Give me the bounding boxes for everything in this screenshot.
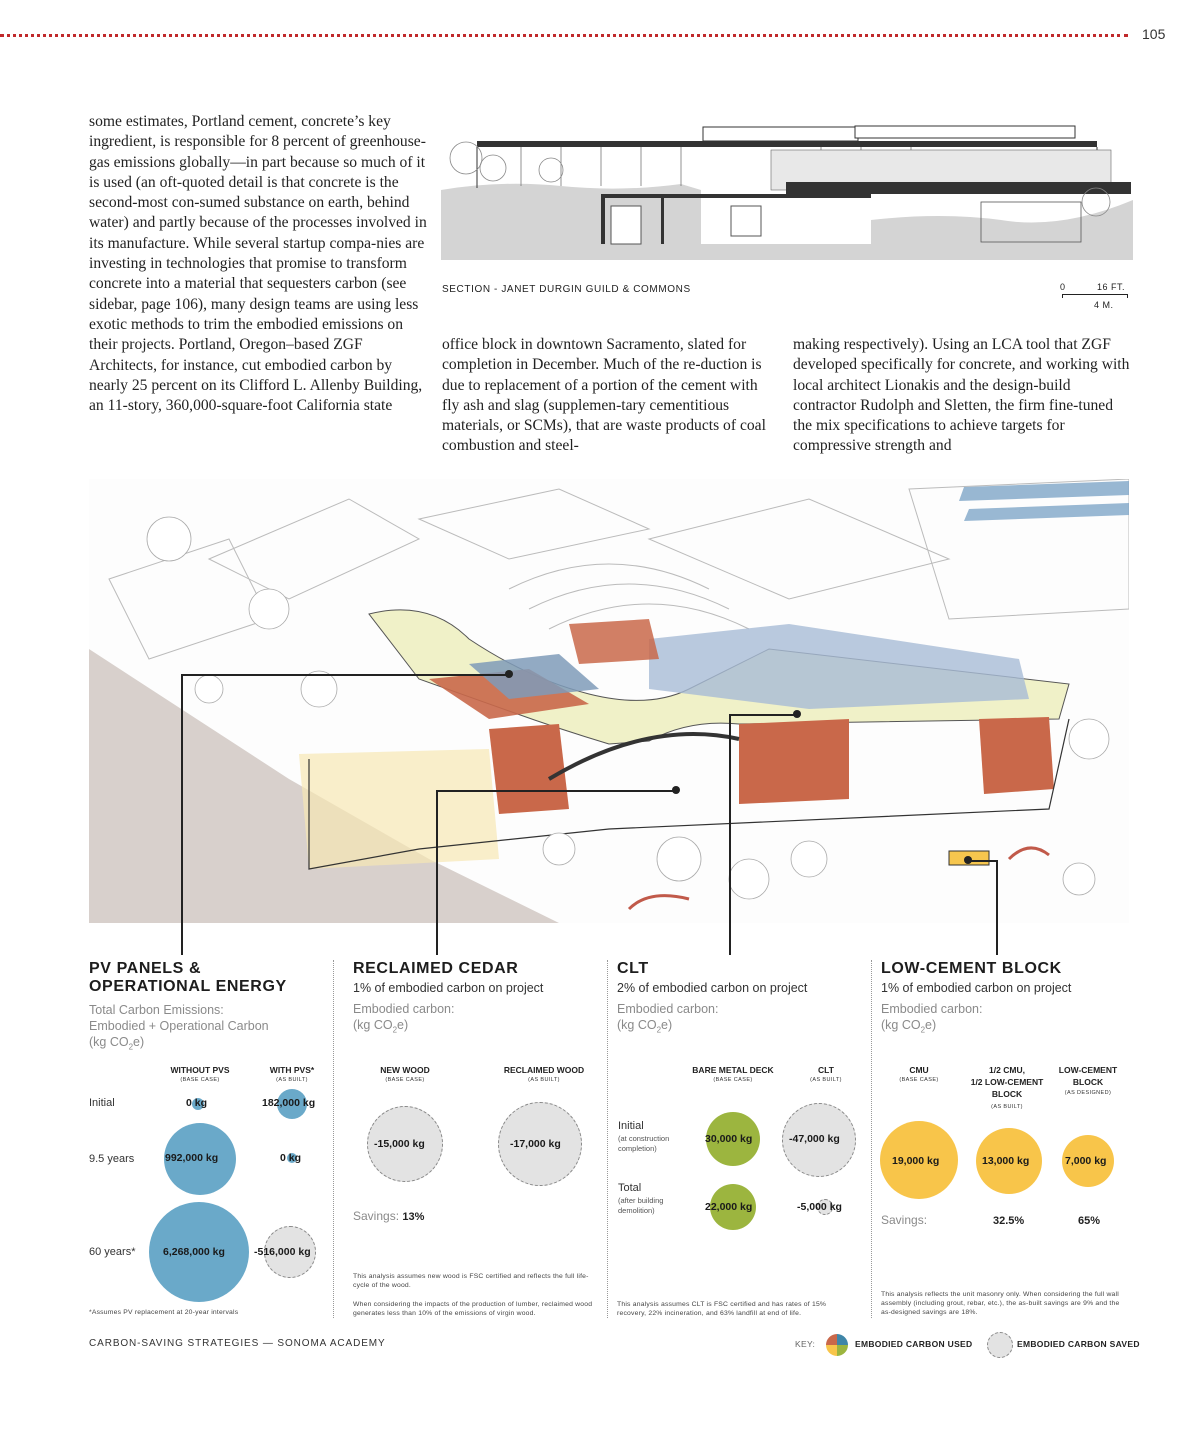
leader-cedar-v: [436, 790, 438, 955]
cedar-footnote-2: When considering the impacts of the production of lumber, reclaimed wood generates less than 10% of the emissions of virgin wood.: [353, 1301, 593, 1317]
scale-bar: [1062, 294, 1128, 298]
block-col-low-sub: (AS DESIGNED): [1064, 1090, 1112, 1096]
block-col-cmu: CMU: [909, 1065, 929, 1075]
clt-row-total-note: (after building demolition): [618, 1196, 664, 1215]
pv-val-2-2: 0 kg: [280, 1152, 302, 1164]
leader-pv-h: [181, 674, 510, 676]
leader-pv-v: [181, 674, 183, 955]
pv-row-initial: Initial: [89, 1097, 115, 1109]
block-sub: 1% of embodied carbon on project: [881, 981, 1072, 995]
block-col-low: LOW-CEMENT BLOCK: [1058, 1065, 1118, 1087]
body-text-column-1: some estimates, Portland cement, concrete’s key ingredient, is responsible for 8 percent of greenhouse-gas emissions globally—in part because so much of it is used (an oft-quoted detail is that concrete is the second-most con-sumed substance on earth, behind water) and partly because of the processes involved in its manufacture. While several startup compa-nies are investing in technologies that promise to transform concrete into a material that sequesters carbon (see sidebar, page 106), many design teams are using less exotic methods to trim the embodied emissions on their projects. Portland, Oregon–based ZGF Architects, for instance, cut embodied carbon by nearly 25 percent on its Clifford L. Allenby Building, an 11-story, 360,000-square-foot California state: [89, 113, 427, 415]
divider-3: [871, 960, 873, 1318]
clt-row-initial-note: (at construction completion): [618, 1134, 670, 1153]
pv-val-3-1: 6,268,000 kg: [163, 1246, 225, 1258]
block-units: (kg $CO_2e$): [881, 1018, 937, 1035]
clt-col-metal-sub: (BASE CASE): [713, 1077, 753, 1083]
cedar-col-reclaimed: RECLAIMED WOOD: [503, 1065, 585, 1075]
clt-col-clt-sub: (AS BUILT): [810, 1077, 842, 1083]
pv-footnote: *Assumes PV replacement at 20-year intervals: [89, 1309, 239, 1316]
block-col-half-sub: (AS BUILT): [991, 1104, 1023, 1110]
clt-val-2-2: -5,000 kg: [797, 1201, 842, 1213]
pv-title-2: OPERATIONAL ENERGY: [89, 978, 287, 995]
leader-clt-dot: [793, 710, 801, 718]
cedar-val-reclaimed: -17,000 kg: [510, 1138, 561, 1150]
leader-block-dot: [964, 856, 972, 864]
block-col-half: 1/2 CMU, 1/2 LOW-CEMENT BLOCK: [970, 1065, 1044, 1099]
clt-panel: [617, 960, 867, 1039]
clt-col-metal: BARE METAL DECK: [692, 1065, 774, 1075]
body-text-column-2: office block in downtown Sacramento, slated for completion in December. Much of the re-duction is due to replacement of a portion of the cement with fly ash and slag (supplemen-tary cementitious materials, or SCMs), that are waste products of coal combustion and steel-: [442, 336, 766, 455]
pv-col-without-sub: (BASE CASE): [180, 1077, 220, 1083]
cedar-col-reclaimed-sub: (AS BUILT): [528, 1077, 560, 1083]
cedar-title: RECLAIMED CEDAR: [353, 960, 519, 977]
key-used-label: EMBODIED CARBON USED: [855, 1339, 973, 1349]
block-panel: [881, 960, 1131, 1039]
block-val-half: 13,000 kg: [982, 1155, 1030, 1167]
clt-row-total: Total: [618, 1182, 642, 1194]
cedar-sub: 1% of embodied carbon on project: [353, 981, 544, 995]
pv-val-1-1: 0 kg: [186, 1097, 208, 1109]
clt-sub: 2% of embodied carbon on project: [617, 981, 808, 995]
body-text-column-3: making respectively). Using an LCA tool that ZGF developed specifically for concrete, and working with local architect Lionakis and the design-build contractor Rudolph and Sletten, the firm fine-tuned the mix specifications to achieve targets for compressive strength and: [793, 336, 1130, 455]
clt-row-initial: Initial: [618, 1120, 644, 1132]
clt-val-1-1: 30,000 kg: [705, 1133, 753, 1145]
scale-zero: 0: [1060, 282, 1066, 292]
cedar-savings: Savings: 13%: [353, 1209, 425, 1223]
block-embodied-label: Embodied carbon:: [881, 1002, 983, 1016]
leader-cedar-h: [437, 790, 677, 792]
cedar-embodied-label: Embodied carbon:: [353, 1002, 455, 1016]
pv-col-with: WITH PVS*: [269, 1065, 315, 1075]
block-savings-low: 65%: [1078, 1215, 1101, 1227]
section-drawing: [441, 120, 1133, 260]
leader-cedar-dot: [672, 786, 680, 794]
cedar-col-new-sub: (BASE CASE): [385, 1077, 425, 1083]
clt-units: (kg $CO_2e$): [617, 1018, 673, 1035]
block-savings-label: Savings:: [881, 1213, 928, 1227]
pv-val-1-2: 182,000 kg: [262, 1097, 316, 1109]
pv-units: (kg $CO_2e$): [89, 1035, 145, 1052]
section-caption: SECTION - JANET DURGIN GUILD & COMMONS: [442, 284, 691, 295]
clt-embodied-label: Embodied carbon:: [617, 1002, 719, 1016]
leader-pv-dot: [505, 670, 513, 678]
clt-val-1-2: -47,000 kg: [789, 1133, 840, 1145]
cedar-footnote-1: This analysis assumes new wood is FSC certified and reflects the full life-cycle of the wood.: [353, 1273, 589, 1289]
page-number: 105: [1142, 26, 1166, 42]
block-val-low: 7,000 kg: [1065, 1155, 1107, 1167]
pv-sub-2: Embodied + Operational Carbon: [89, 1019, 269, 1033]
pv-row-9-5: 9.5 years: [89, 1153, 135, 1165]
scale-ft: 16 FT.: [1097, 282, 1126, 292]
cedar-units: (kg $CO_2e$): [353, 1018, 409, 1035]
block-savings-half: 32.5%: [993, 1215, 1025, 1227]
footer-title: CARBON-SAVING STRATEGIES — SONOMA ACADEMY: [89, 1338, 386, 1349]
divider-2: [607, 960, 609, 1318]
block-col-cmu-sub: (BASE CASE): [899, 1077, 939, 1083]
pv-col-with-sub: (AS BUILT): [276, 1077, 308, 1083]
key-saved-icon: [987, 1332, 1013, 1358]
leader-block-h: [968, 860, 998, 862]
pv-sub-1: Total Carbon Emissions:: [89, 1003, 224, 1017]
pv-title-1: PV PANELS &: [89, 960, 202, 977]
divider-1: [333, 960, 335, 1318]
axonometric-illustration: [89, 479, 1129, 923]
leader-clt-v: [729, 714, 731, 955]
scale-m: 4 M.: [1094, 300, 1114, 310]
clt-col-clt: CLT: [818, 1065, 834, 1075]
cedar-val-new: -15,000 kg: [374, 1138, 425, 1150]
pv-panel: [89, 960, 329, 1056]
clt-footnote: This analysis assumes CLT is FSC certified and has rates of 15% recovery, 22% incineration, and 63% landfill at end of life.: [617, 1301, 827, 1317]
leader-block-v: [996, 860, 998, 955]
pv-col-without: WITHOUT PVS: [170, 1065, 230, 1075]
block-footnote: This analysis reflects the unit masonry only. When considering the full wall assembly (including grout, rebar, etc.), the as-built savings are 9% and the as-designed savings are 18%.: [881, 1291, 1120, 1316]
key-label: KEY:: [795, 1339, 816, 1349]
cedar-col-new: NEW WOOD: [380, 1065, 430, 1075]
cedar-panel: [353, 960, 603, 1039]
pv-val-2-1: 992,000 kg: [165, 1152, 219, 1164]
pv-val-3-2: -516,000 kg: [254, 1246, 311, 1258]
key-used-icon: [825, 1333, 849, 1357]
block-title: LOW-CEMENT BLOCK: [881, 960, 1062, 977]
pv-row-60: 60 years*: [89, 1246, 136, 1258]
leader-clt-h: [729, 714, 799, 716]
dotted-header-rule: [0, 34, 1128, 37]
block-val-cmu: 19,000 kg: [892, 1155, 940, 1167]
clt-title: CLT: [617, 960, 649, 977]
key-saved-label: EMBODIED CARBON SAVED: [1017, 1339, 1140, 1349]
clt-val-2-1: 22,000 kg: [705, 1201, 753, 1213]
